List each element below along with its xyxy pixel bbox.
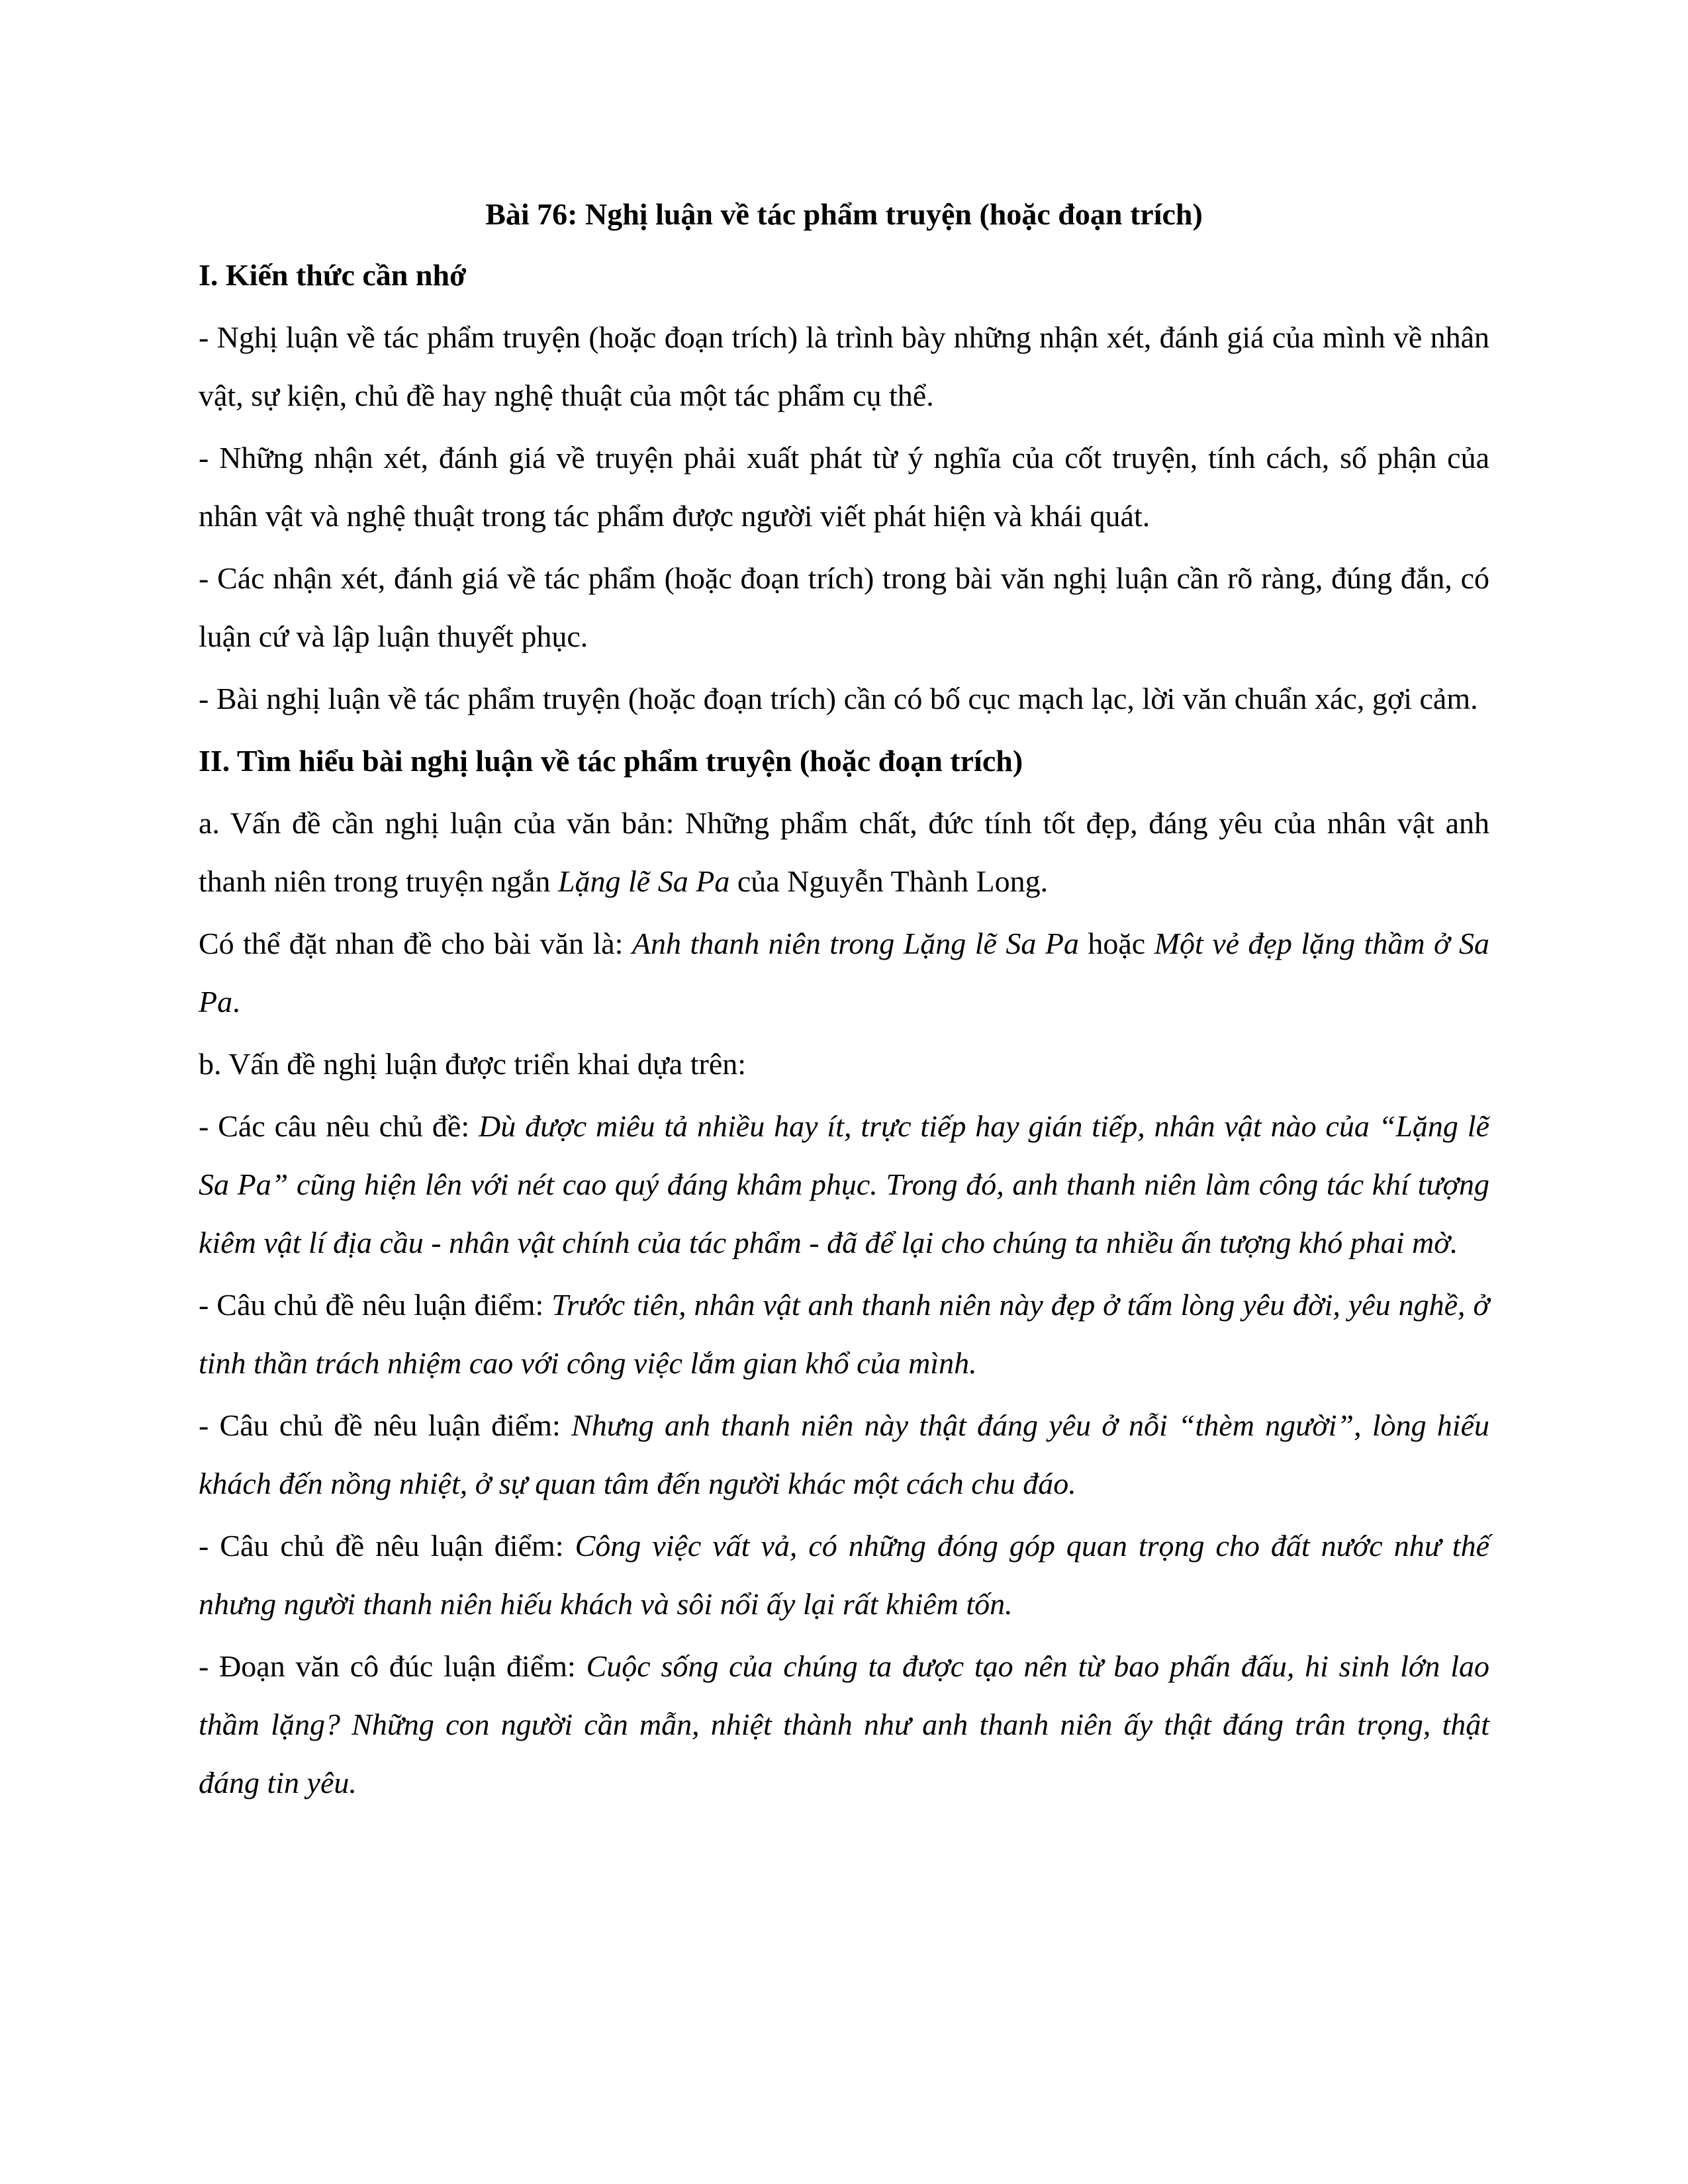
knowledge-point: - Những nhận xét, đánh giá về truyện phải xuất phát từ ý nghĩa của cốt truyện, tính cách, số phận của nhân vật và nghệ thuật trong tác phẩm được người viết phát hiện và khái quát.: [199, 441, 1489, 533]
issue-text: a. Vấn đề cần nghị luận của văn bản: Những phẩm chất, đức tính tốt đẹp, đáng yêu của nhân vật anh thanh niên trong truyện ngắn: [199, 806, 1489, 898]
item-lead: - Câu chủ đề nêu luận điểm:: [199, 1288, 552, 1322]
knowledge-point: - Các nhận xét, đánh giá về tác phẩm (hoặc đoạn trích) trong bài văn nghị luận cần rõ ràng, đúng đắn, có luận cứ và lập luận thuyết phục.: [199, 561, 1489, 653]
item-lead: - Đoạn văn cô đúc luận điểm:: [199, 1649, 586, 1683]
title-suggestion-end: .: [232, 985, 240, 1019]
knowledge-point: - Bài nghị luận về tác phẩm truyện (hoặc đoạn trích) cần có bố cục mạch lạc, lời văn chuẩn xác, gợi cảm.: [199, 682, 1478, 715]
title-suggestion-or: hoặc: [1078, 927, 1154, 960]
knowledge-point: - Nghị luận về tác phẩm truyện (hoặc đoạn trích) là trình bày những nhận xét, đánh giá của mình về nhân vật, sự kiện, chủ đề hay nghệ thuật của một tác phẩm cụ thể.: [199, 320, 1489, 412]
item-lead: - Các câu nêu chủ đề:: [199, 1109, 479, 1143]
development-item: [199, 1637, 1489, 1812]
title-suggestion-paragraph: [199, 915, 1489, 1031]
page-title: Bài 76: Nghị luận về tác phẩm truyện (hoặc đoạn trích): [485, 197, 1203, 231]
development-heading: b. Vấn đề nghị luận được triển khai dựa trên:: [199, 1047, 747, 1081]
item-quote: Cuộc sống của chúng ta được tạo nên từ bao phấn đấu, hi sinh lớn lao thầm lặng? Những con người cần mẫn, nhiệt thành như anh thanh niên ấy thật đáng trân trọng, thật đáng tin yêu.: [199, 1649, 1489, 1799]
section-heading-analysis: II. Tìm hiểu bài nghị luận về tác phẩm truyện (hoặc đoạn trích): [199, 744, 1023, 778]
author-text: của Nguyễn Thành Long.: [729, 864, 1049, 898]
item-quote: Trước tiên, nhân vật anh thanh niên này đẹp ở tấm lòng yêu đời, yêu nghề, ở tinh thần trách nhiệm cao với công việc lắm gian khổ của mình.: [199, 1288, 1489, 1380]
development-item: [199, 1396, 1489, 1513]
suggested-title-1: Anh thanh niên trong Lặng lẽ Sa Pa: [632, 927, 1079, 960]
development-item: [199, 1276, 1489, 1392]
suggested-title-2: Một vẻ đẹp lặng thầm ở Sa Pa: [199, 927, 1489, 1019]
work-title: Lặng lẽ Sa Pa: [557, 864, 730, 898]
development-item: [199, 1097, 1489, 1272]
development-item: [199, 1517, 1489, 1633]
title-suggestion-lead: Có thể đặt nhan đề cho bài văn là:: [199, 927, 632, 960]
item-quote: Dù được miêu tả nhiều hay ít, trực tiếp hay gián tiếp, nhân vật nào của “Lặng lẽ Sa Pa” cũng hiện lên với nét cao quý đáng khâm phục. Trong đó, anh thanh niên làm công tác khí tượng kiêm vật lí địa cầu - nhân vật chính của tác phẩm - đã để lại cho chúng ta nhiều ấn tượng khó phai mờ.: [199, 1109, 1490, 1259]
item-lead: - Câu chủ đề nêu luận điểm:: [199, 1529, 575, 1563]
item-lead: - Câu chủ đề nêu luận điểm:: [199, 1408, 572, 1442]
item-quote: Nhưng anh thanh niên này thật đáng yêu ở nỗi “thèm người”, lòng hiếu khách đến nồng nhiệt, ở sự quan tâm đến người khác một cách chu đáo.: [199, 1408, 1490, 1500]
section-heading-knowledge: I. Kiến thức cần nhớ: [199, 258, 467, 292]
item-quote: Công việc vất vả, có những đóng góp quan trọng cho đất nước như thế nhưng người thanh niên hiếu khách và sôi nổi ấy lại rất khiêm tốn.: [199, 1529, 1489, 1621]
issue-paragraph: [199, 794, 1489, 911]
document-body: [199, 185, 1489, 1812]
